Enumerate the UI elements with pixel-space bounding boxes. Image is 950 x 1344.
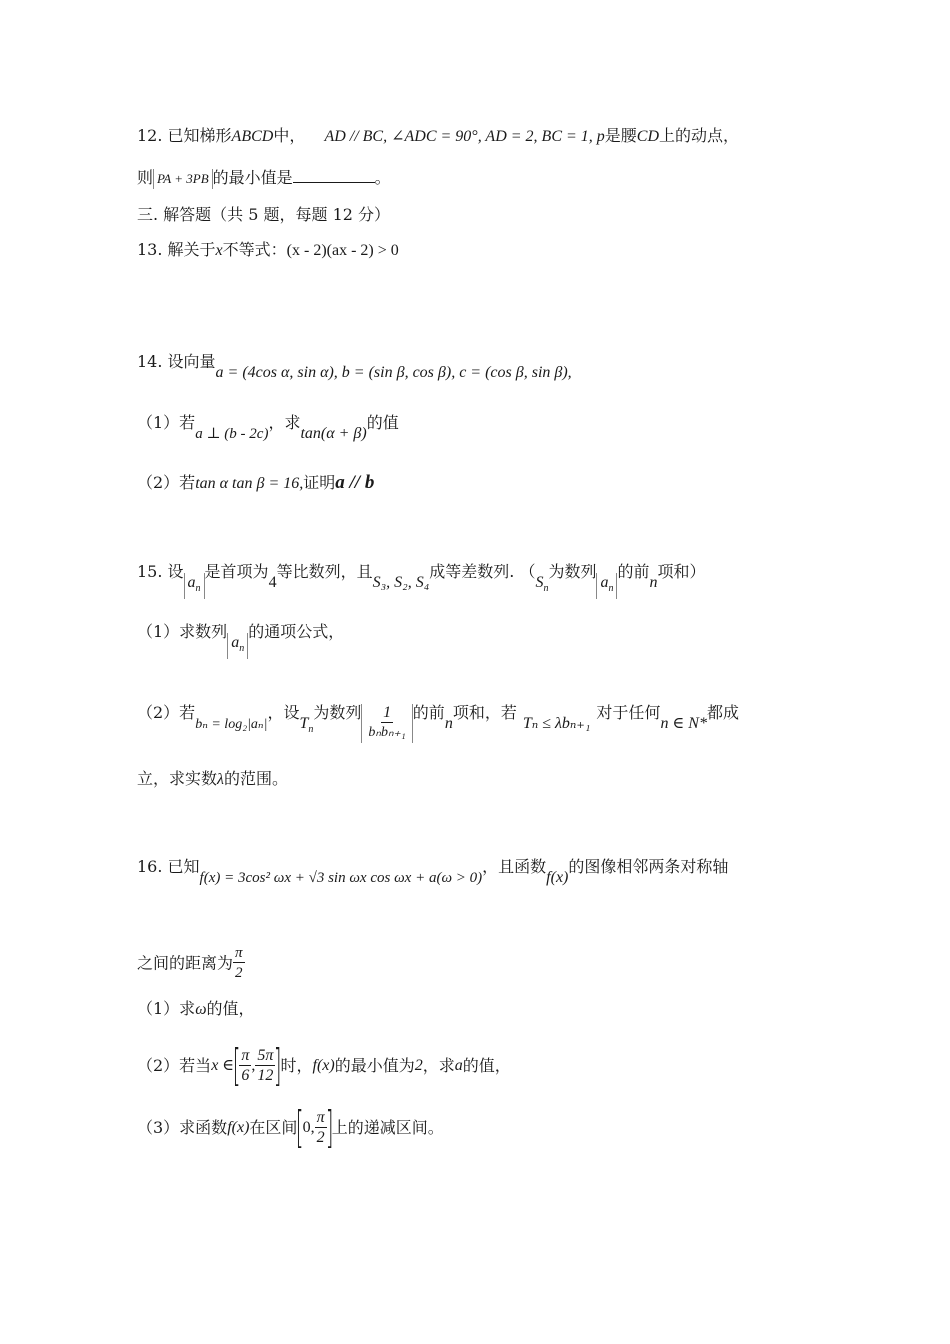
q12-abcd: ABCD — [231, 128, 274, 145]
q15-geo: 等比数列，且 — [276, 562, 373, 581]
q15-p2-range: 的范围。 — [223, 769, 288, 788]
q15-first-term: 是首项为 — [204, 562, 269, 581]
q15-p2-if: 项和，若 — [452, 703, 517, 722]
q15-sum: 项和） — [657, 562, 706, 581]
q16-label: 16. 已知 — [137, 857, 200, 876]
q15-bn: bₙ = log₂|aₙ| — [195, 717, 268, 732]
q15-p1-label: （1）求数列 — [137, 622, 228, 641]
q15-frac-num: 1 — [383, 704, 392, 721]
q16-5pi-12: $\frac{5\pi}{12}$ — [257, 1046, 274, 1084]
q15-p2-let: ，设 — [267, 703, 300, 722]
q16-pi-6: $\frac{\pi}{6}$ — [241, 1046, 250, 1084]
q12-period: 。 — [374, 168, 391, 187]
section-three-heading: 三. 解答题（共 5 题，每题 12 分） — [137, 205, 391, 224]
q14-p1-condition: a ⊥ (b - 2c) — [195, 426, 269, 442]
q15-n: n — [649, 574, 658, 591]
q15-frac-den: bₙbₙ₊₁ — [368, 725, 406, 740]
q14-p1-label: （1）若 — [137, 413, 196, 432]
q13-var: x — [215, 242, 223, 259]
q15-an: $a_n$ — [184, 573, 205, 599]
q16-p3-left-bracket: [ — [296, 1102, 304, 1153]
q15-for-seq: 为数列 — [548, 562, 597, 581]
q15-p1-an: $a_n$ — [227, 633, 248, 659]
q16-x-in: x ∈ — [211, 1057, 235, 1074]
q14-vectors: a = (4cos α, sin α), b = (sin β, cos β), c = (cos β, sin β), — [215, 364, 572, 381]
q13-line — [137, 240, 399, 261]
q16-p3-pi-2: $\frac{\pi}{2}$ — [316, 1108, 325, 1146]
q14-part2 — [137, 473, 374, 494]
q15-n-in: n ∈ N* — [660, 715, 707, 732]
q12-then: 则 — [137, 168, 154, 187]
q16-p2-end: 的值， — [462, 1056, 511, 1075]
q14-p2-prove: 证明 — [303, 473, 336, 492]
q15-four: 4 — [268, 574, 277, 591]
q12-text-mid: 中， — [273, 126, 306, 145]
q12-text-waist: 是腰 — [604, 126, 637, 145]
q16-p2-label: （2）若当 — [137, 1056, 212, 1075]
q16-distance: 之间的距离为 — [137, 953, 234, 973]
q16-p1-end: 的值， — [206, 999, 255, 1018]
q14-p1-ask: ，求 — [268, 413, 301, 432]
q16-p2-min: 的最小值为 — [334, 1056, 415, 1075]
q16-a: a — [454, 1057, 463, 1074]
q14-p2-condition: tan α tan β = 16, — [195, 475, 304, 492]
q15-part2 — [137, 694, 739, 740]
q12-min-text: 的最小值是 — [212, 168, 293, 187]
q15-p2-label: （2）若 — [137, 703, 196, 722]
q16-function: f(x) = 3cos² ωx + √3 sin ωx cos ωx + a(ω > 0) — [199, 870, 483, 886]
q14-p2-label: （2）若 — [137, 473, 196, 492]
q12-condition: AD // BC, ∠ADC = 90°, AD = 2, BC = 1, p — [324, 128, 605, 145]
q15-tn-ineq: Tₙ ≤ λbₙ₊₁ — [522, 715, 591, 732]
q16-p3-label: （3）求函数 — [137, 1118, 228, 1137]
q16-part3 — [137, 1102, 444, 1153]
q13-inequality: (x - 2)(ax - 2) > 0 — [286, 242, 399, 259]
q16-p2-find: ，求 — [422, 1056, 455, 1075]
q16-p3-zero: 0, — [302, 1119, 315, 1136]
q14-label: 14. 设向量 — [137, 352, 216, 371]
q16-p3-interval-text: 在区间 — [249, 1118, 298, 1137]
q16-right-bracket: ] — [274, 1040, 282, 1091]
q16-pi-over-2: $\frac{\pi}{2}$ — [235, 945, 243, 981]
q16-p2-when: 时， — [280, 1056, 313, 1075]
q16-line2 — [137, 944, 245, 983]
q16-omega: ω — [195, 1001, 207, 1018]
q15-s-terms: S₃, S₂, S₄ — [372, 574, 430, 591]
q15-line — [137, 562, 706, 595]
q12-text-end: 上的动点， — [659, 126, 740, 145]
q13-text: 不等式： — [222, 240, 287, 259]
q12-line1 — [137, 126, 739, 147]
q16-p3-end: 上的递减区间。 — [331, 1118, 444, 1137]
q14-line — [137, 352, 572, 381]
q12-vector-expression: PA + 3PB — [153, 169, 213, 189]
q15-p2-for-seq: 为数列 — [313, 703, 362, 722]
q16-p2-fx: f(x) — [312, 1057, 335, 1074]
q16-line — [137, 857, 729, 886]
q16-left-bracket: [ — [232, 1040, 241, 1091]
q15-p2-hold: 都成 — [706, 703, 739, 722]
q15-lambda: λ — [217, 771, 224, 788]
q16-part2: （2）若当x ∈[ $\frac{\pi}{6}$ , $\frac{5\pi}{12}$ ]时，f(x)的最小值为2，求a的值， — [137, 1040, 511, 1091]
q15-an-2: $a_n$ — [596, 573, 617, 599]
q15-arith: 成等差数列. （ — [429, 562, 536, 581]
q15-p2-find: 立，求实数 — [137, 769, 218, 788]
q16-part1 — [137, 999, 255, 1020]
q16-fx: f(x) — [546, 869, 569, 886]
q15-sn: $S_n$ — [535, 574, 549, 595]
q16-p3-fx: f(x) — [227, 1119, 250, 1136]
q16-graph: 的图像相邻两条对称轴 — [568, 857, 729, 876]
q14-p1-expr: tan(α + β) — [300, 425, 367, 442]
q15-tn: $T_n$ — [299, 715, 314, 736]
q15-part1 — [137, 622, 345, 655]
q12-cd: CD — [636, 128, 660, 145]
q14-part1 — [137, 413, 399, 442]
q15-p2-any: 对于任何 — [596, 703, 661, 722]
q15-frac-seq — [361, 704, 412, 743]
q14-p2-conclusion: a // b — [335, 472, 375, 493]
q16-p3-right-bracket: ] — [325, 1102, 334, 1153]
q15-p2-front: 的前 — [412, 703, 445, 722]
q12-label: 12. 已知梯形 — [137, 126, 232, 145]
q14-p1-end: 的值 — [366, 413, 399, 432]
q15-front: 的前 — [617, 562, 650, 581]
q12-answer-blank — [293, 168, 375, 183]
q16-p1-label: （1）求 — [137, 999, 196, 1018]
q12-line2 — [137, 168, 391, 189]
q15-part2-cont — [137, 769, 288, 790]
q15-p2-n: n — [444, 715, 453, 732]
q16-min-val: 2 — [414, 1057, 423, 1074]
q13-label: 13. 解关于 — [137, 240, 216, 259]
q16-and-func: ，且函数 — [482, 857, 547, 876]
q15-label: 15. 设 — [137, 562, 184, 581]
q15-p1-end: 的通项公式， — [248, 622, 345, 641]
